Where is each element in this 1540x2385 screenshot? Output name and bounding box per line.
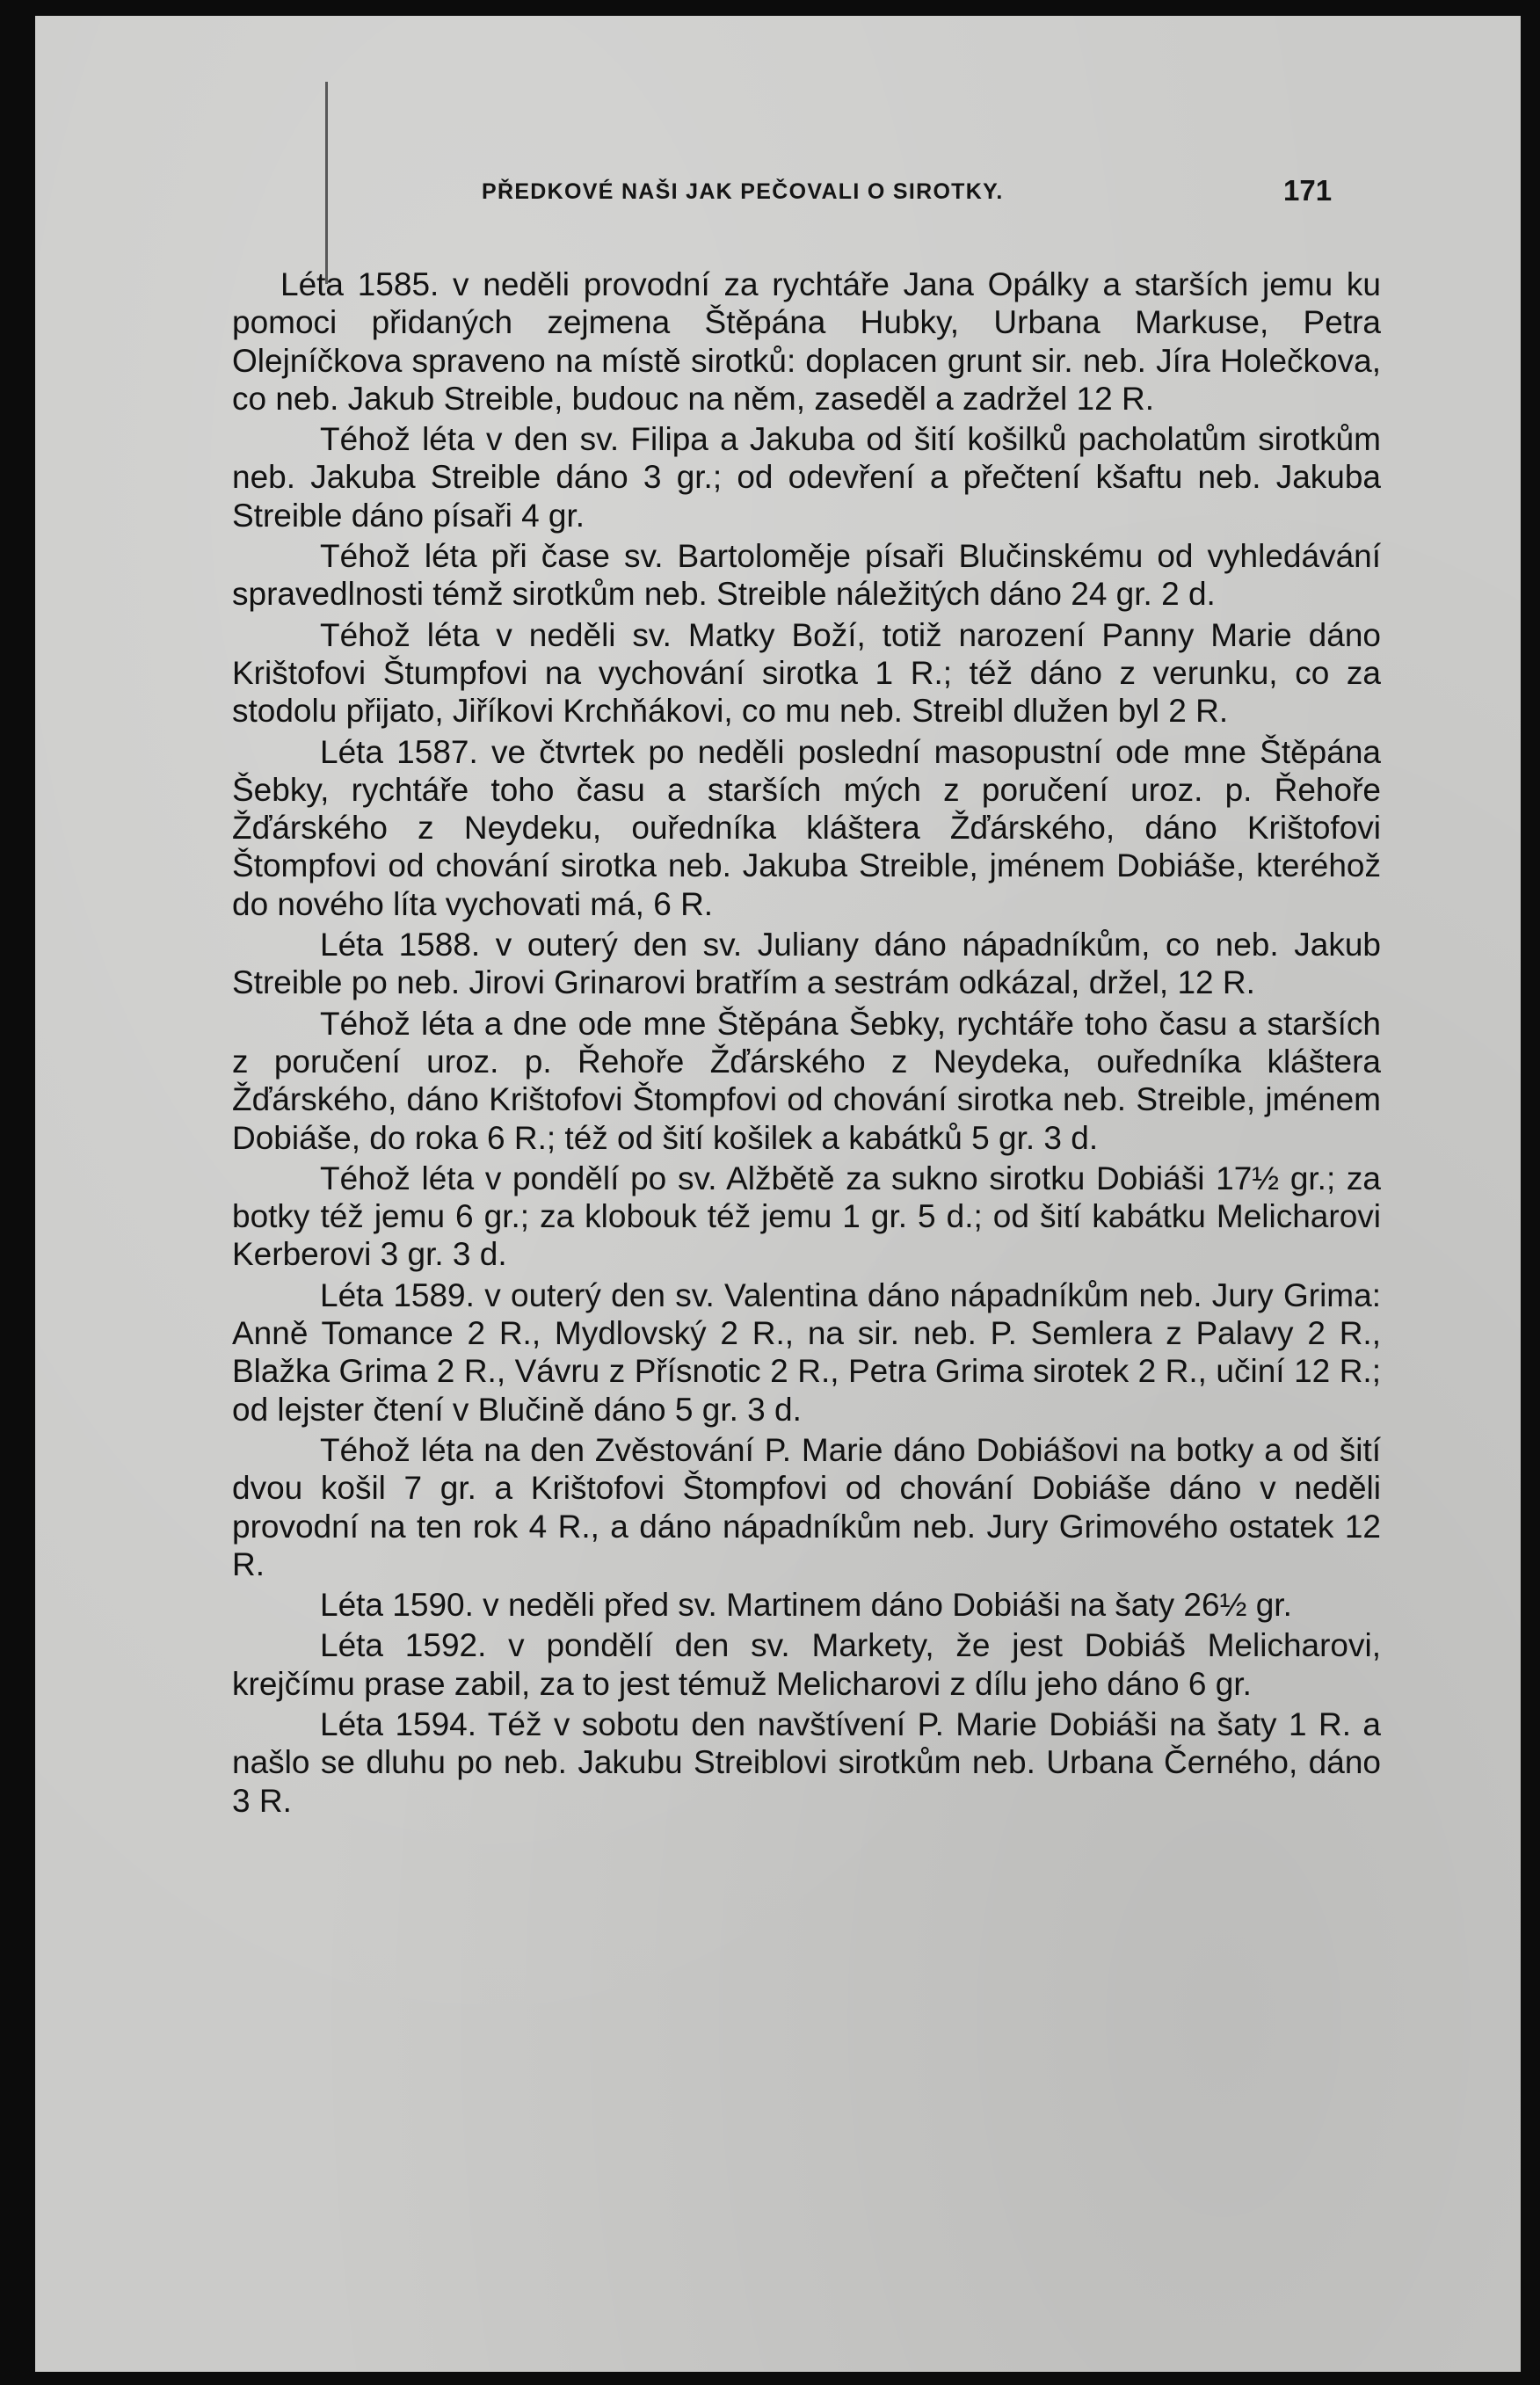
paragraph: Léta 1587. ve čtvrtek po neděli poslední masopustní ode mne Štěpána Šebky, rychtáře toho času a starších mých z poručení uroz. p. Řehoře Žďárského z Neydeku, ouředníka kláštera Žďárského, dáno Krištofovi Štompfovi od chování sirotka neb. Jakuba Streible, jménem Dobiáše, kteréhož do nového líta vychovati má, 6 R. — [232, 733, 1381, 922]
paragraph: Léta 1594. Též v sobotu den navštívení P. Marie Dobiáši na šaty 1 R. a našlo se dluhu po neb. Jakubu Streiblovi sirotkům neb. Urbana Černého, dáno 3 R. — [232, 1705, 1381, 1819]
running-head: PŘEDKOVÉ NAŠI JAK PEČOVALI O SIROTKY. — [482, 179, 1004, 204]
paragraph: Léta 1588. v outerý den sv. Juliany dáno nápadníkům, co neb. Jakub Streible po neb. Jirovi Grinarovi bratřím a sestrám odkázal, držel, 12 R. — [232, 927, 1381, 1001]
paragraph: Léta 1589. v outerý den sv. Valentina dáno nápadníkům neb. Jury Grima: Anně Tomance 2 R., Mydlovský 2 R., na sir. neb. P. Semlera z Palavy 2 R., Blažka Grima 2 R., Vávru z Přísnotic 2 R., Petra Grima sirotek 2 R., učiní 12 R.; od lejster čtení v Blučině dáno 5 gr. 3 d. — [232, 1276, 1381, 1428]
paragraph: Téhož léta v neděli sv. Matky Boží, totiž narození Panny Marie dáno Krištofovi Štumpfovi na vychování sirotka 1 R.; též dáno z verunku, co za stodolu přijato, Jiříkovi Krchňákovi, co mu neb. Streibl dlužen byl 2 R. — [232, 616, 1381, 730]
paragraph: Léta 1585. v neděli provodní za rychtáře Jana Opálky a starších jemu ku pomoci přidaných zejmena Štěpána Hubky, Urbana Markuse, Petra Olejníčkova spraveno na místě sirotků: doplacen grunt sir. neb. Jíra Holečkova, co neb. Jakub Streible, budouc na něm, zaseděl a zadržel 12 R. — [232, 266, 1381, 417]
page-number: 171 — [1283, 174, 1333, 207]
paragraph: Léta 1590. v neděli před sv. Martinem dáno Dobiáši na šaty 26½ gr. — [320, 1587, 1292, 1624]
paragraph: Téhož léta při čase sv. Bartoloměje písaři Blučinskému od vyhledávání spravedlnosti témž sirotkům neb. Streible náležitých dáno 24 gr. 2 d. — [232, 538, 1381, 613]
paragraph: Téhož léta a dne ode mne Štěpána Šebky, rychtáře toho času a starších z poručení uroz. p. Řehoře Žďárského z Neydeka, ouředníka kláštera Žďárského, dáno Krištofovi Štompfovi od chování sirotka neb. Streible, jménem Dobiáše, do roka 6 R.; též od šití košilek a kabátků 5 gr. 3 d. — [232, 1005, 1381, 1156]
book-page — [35, 16, 1521, 2372]
page-header — [35, 172, 1521, 216]
paragraph: Téhož léta na den Zvěstování P. Marie dáno Dobiášovi na botky a od šití dvou košil 7 gr. a Krištofovi Štompfovi od chování Dobiáše dáno v neděli provodní na ten rok 4 R., a dáno nápadníkům neb. Jury Grimového ostatek 12 R. — [232, 1431, 1381, 1582]
body-text — [232, 265, 1381, 1822]
paragraph: Téhož léta v den sv. Filipa a Jakuba od šití košilků pacholatům sirotkům neb. Jakuba Streible dáno 3 gr.; od odevření a přečtení kšaftu neb. Jakuba Streible dáno písaři 4 gr. — [232, 421, 1381, 534]
paragraph: Téhož léta v pondělí po sv. Alžbětě za sukno sirotku Dobiáši 17½ gr.; za botky též jemu 6 gr.; za klobouk též jemu 1 gr. 5 d.; od šití kabátku Melicharovi Kerberovi 3 gr. 3 d. — [232, 1160, 1381, 1273]
paragraph: Léta 1592. v pondělí den sv. Markety, že jest Dobiáš Melicharovi, krejčímu prase zabil, za to jest témuž Melicharovi z dílu jeho dáno 6 gr. — [232, 1627, 1381, 1702]
